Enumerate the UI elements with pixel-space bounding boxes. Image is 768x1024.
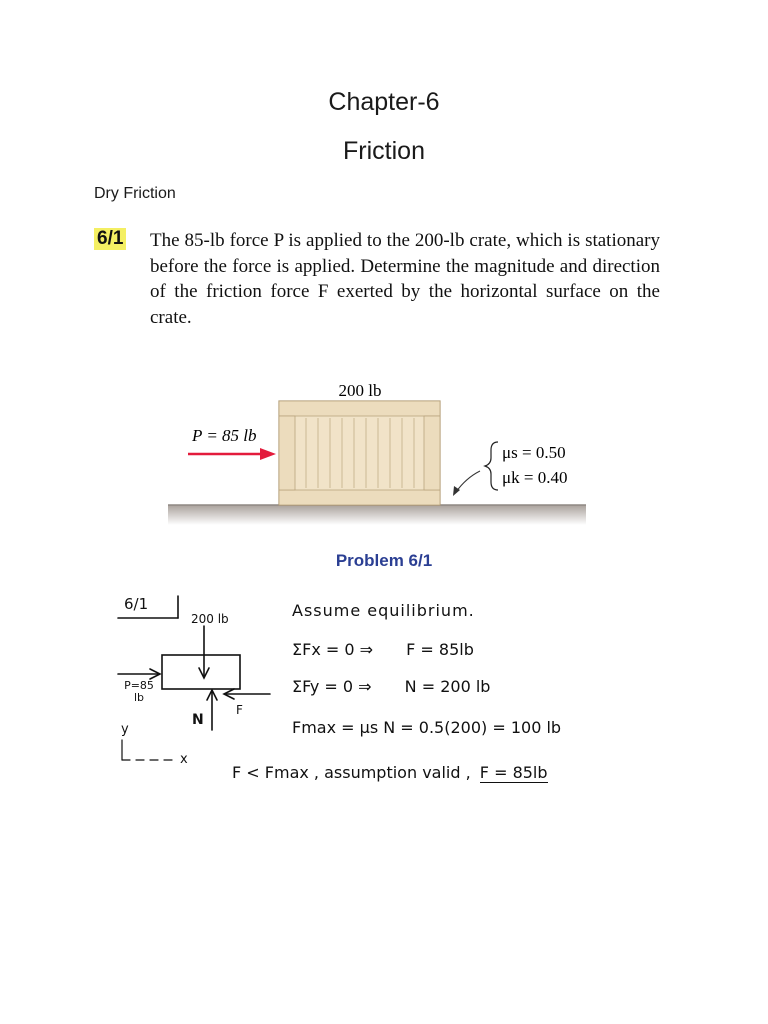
force-label: P = 85 lb [192,426,257,445]
problem-number: 6/1 [94,228,126,250]
solution-assumption: Assume equilibrium. [292,601,475,620]
sum-fx-equation: ΣFx = 0 ⇒ [292,640,374,659]
fbd-y-axis-label: y [121,722,129,737]
crate-figure [160,370,600,530]
sum-fx-result: F = 85lb [406,640,474,659]
fbd-x-axis-label: x [180,752,188,767]
problem-statement: The 85-lb force P is applied to the 200-lb crate, which is stationary before the force is applied. Determine the magnitude and direction of the friction force F exerted by the horizontal surface on the crate. [150,230,660,328]
coefficient-bracket [485,442,498,490]
solution-fmax: Fmax = μs N = 0.5(200) = 100 lb [292,718,562,737]
solution-conclusion [232,763,548,782]
figure-caption: Problem 6/1 [335,551,433,570]
solution-sum-fy [292,677,490,696]
chapter-title: Chapter-6 [328,88,440,116]
solution-sum-fx [292,640,474,659]
solution-problem-tag: 6/1 [124,595,149,613]
sum-fy-equation: ΣFy = 0 ⇒ [292,677,372,696]
fbd-force-label [118,680,160,704]
final-answer: F = 85lb [479,763,548,782]
topic-title: Friction [343,137,425,165]
mu-s-label: μs = 0.50 [502,443,566,462]
section-heading: Dry Friction [94,185,176,202]
fbd-normal-label: N [192,712,204,728]
force-arrow [188,448,276,460]
ground [168,505,586,525]
crate [279,401,440,505]
sum-fy-result: N = 200 lb [404,677,491,696]
conclusion-text: F < Fmax , assumption valid , [232,763,471,782]
weight-label: 200 lb [338,381,382,400]
mu-k-label: μk = 0.40 [502,468,568,487]
fbd-force-value: P=85 [124,679,154,692]
fbd-weight-label: 200 lb [191,612,229,626]
fbd-friction-label: F [236,703,243,717]
fbd-force-unit: lb [133,691,145,704]
